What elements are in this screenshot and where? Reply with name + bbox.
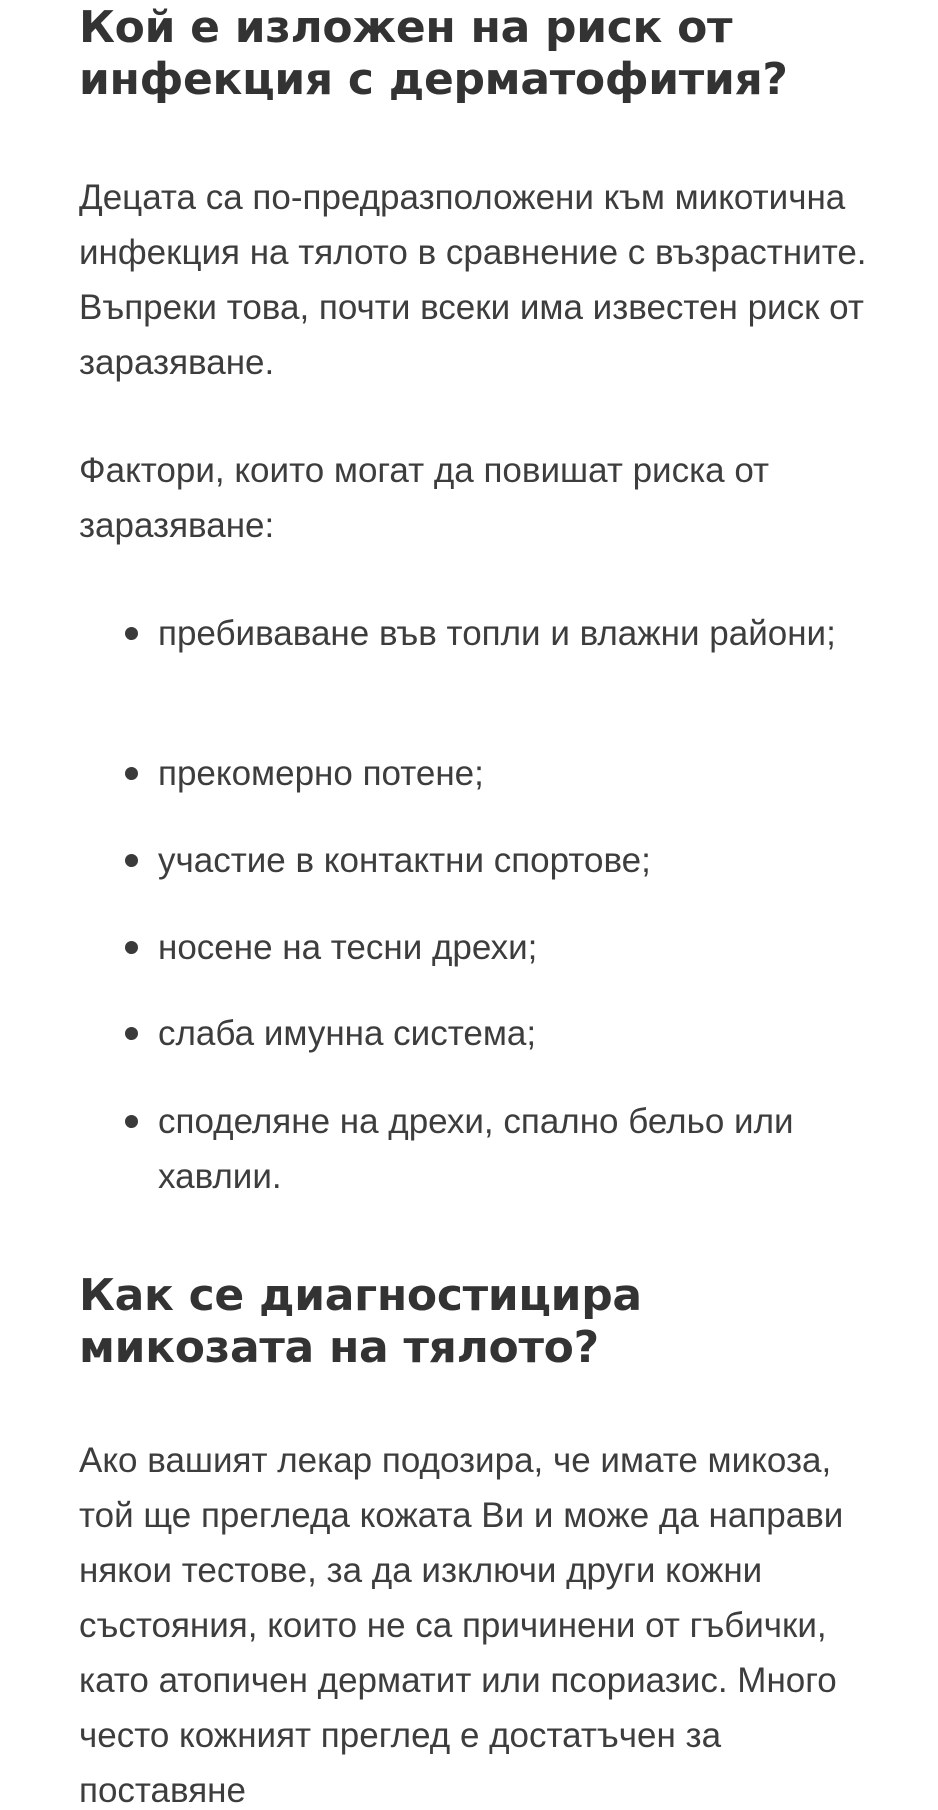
list-item-text: носене на тесни дрехи; xyxy=(158,928,538,967)
list-item xyxy=(158,833,878,888)
paragraph-diagnosis: Ако вашият лекар подозира, че имате микоза, той ще прегледа кожата Ви и може да направи някои тестове, за да изключи други кожни състояния, които не са причинени от гъбички, като атопичен дерматит или псориазис. Много често кожният преглед е достатъчен за поставяне xyxy=(79,1441,844,1810)
list-item xyxy=(158,1094,878,1204)
list-item xyxy=(158,1006,878,1061)
list-item-text: слаба имунна система; xyxy=(158,1014,537,1053)
paragraph-risk-factors-intro: Фактори, които могат да повишат риска от заразяване: xyxy=(79,451,770,545)
bullet-icon xyxy=(125,854,138,867)
bullet-icon xyxy=(125,1115,138,1128)
list-item-text: пребиваване във топли и влажни райони; xyxy=(158,614,836,653)
list-item xyxy=(158,606,878,661)
list-item-text: участие в контактни спортове; xyxy=(158,841,651,880)
paragraph-children-risk: Децата са по-предразположени към микотична инфекция на тялото в сравнение с възрастните. Въпреки това, почти всеки има известен риск от заразяване. xyxy=(79,178,867,382)
section-heading-diagnosis: Как се диагностицира микозата на тялото? xyxy=(79,1270,642,1373)
bullet-icon xyxy=(125,767,138,780)
list-item xyxy=(158,746,878,801)
list-item xyxy=(158,920,878,975)
bullet-icon xyxy=(125,941,138,954)
list-item-text: прекомерно потене; xyxy=(158,754,484,793)
section-heading-risk: Кой е изложен на риск от инфекция с дерматофития? xyxy=(79,2,788,105)
bullet-icon xyxy=(125,1027,138,1040)
list-item-text: споделяне на дрехи, спално бельо или хавлии. xyxy=(158,1102,794,1196)
bullet-icon xyxy=(125,627,138,640)
